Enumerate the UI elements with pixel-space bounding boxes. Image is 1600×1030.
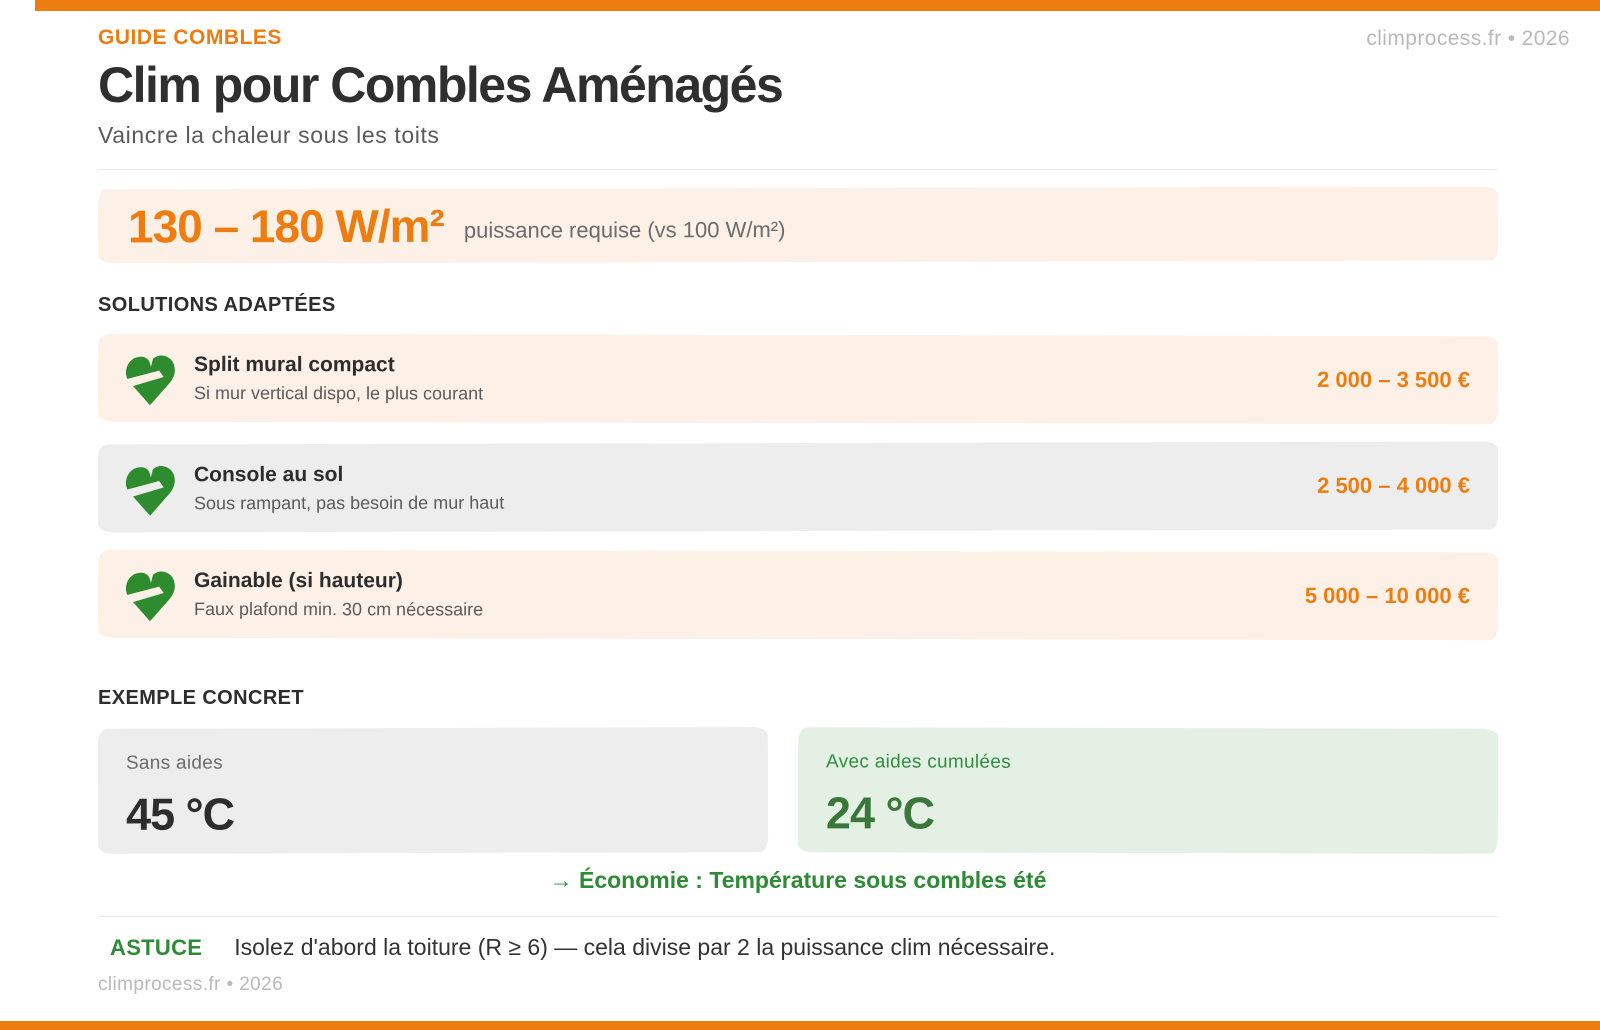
solution-price: 2 000 – 3 500 € [1317, 366, 1471, 393]
solution-title: Split mural compact [194, 352, 395, 376]
solution-card [98, 442, 1498, 533]
page-subtitle: Vaincre la chaleur sous les toits [98, 122, 440, 148]
solution-desc: Si mur vertical dispo, le plus courant [193, 382, 484, 403]
example-box-value: 24 °C [825, 787, 935, 839]
solution-price: 2 500 – 4 000 € [1317, 472, 1471, 498]
top-accent-bar [35, 0, 1600, 11]
header-divider [98, 169, 1498, 170]
tip-row [98, 934, 1498, 961]
source-credit-top: climprocess.fr • 2026 [1366, 27, 1570, 50]
infographic-page [98, 11, 1498, 996]
tip-text: Isolez d'abord la toiture (R ≥ 6) — cela divise par 2 la puissance clim nécessaire. [234, 934, 1056, 960]
example-box-without-aid [98, 727, 768, 854]
solution-text [194, 460, 1317, 513]
stat-value: 130 – 180 W/m² [127, 199, 444, 253]
stat-note: puissance requise (vs 100 W/m²) [463, 217, 786, 243]
solution-card [98, 334, 1498, 424]
source-credit-bottom: climprocess.fr • 2026 [98, 974, 284, 995]
solution-desc: Sous rampant, pas besoin de mur haut [194, 492, 505, 513]
tip-label: ASTUCE [110, 935, 203, 960]
bottom-accent-bar [0, 1021, 1600, 1030]
solution-text [194, 352, 1317, 405]
stamp-heart-icon [122, 563, 178, 625]
example-box-label: Sans aides [125, 752, 223, 774]
example-box-with-aid [798, 727, 1498, 853]
solution-price: 5 000 – 10 000 € [1304, 582, 1471, 609]
section-label-example: EXEMPLE CONCRET [98, 687, 305, 709]
solution-card [98, 550, 1498, 640]
example-comparison [98, 728, 1498, 853]
kicker-label: GUIDE COMBLES [98, 26, 282, 49]
solution-desc: Faux plafond min. 30 cm nécessaire [193, 598, 484, 619]
solution-title: Console au sol [193, 462, 344, 486]
key-stat-strip [98, 187, 1498, 264]
stamp-heart-icon [122, 347, 178, 409]
example-caption: → Économie : Température sous combles été [549, 867, 1047, 893]
section-label-solutions: SOLUTIONS ADAPTÉES [98, 294, 336, 316]
example-box-label: Avec aides cumulées [826, 751, 1011, 773]
example-box-value: 45 °C [125, 788, 235, 840]
stamp-heart-icon [122, 457, 178, 519]
solution-text [194, 568, 1305, 621]
tip-divider [98, 916, 1498, 917]
page-title: Clim pour Combles Aménagés [98, 57, 783, 113]
solution-title: Gainable (si hauteur) [194, 568, 403, 592]
